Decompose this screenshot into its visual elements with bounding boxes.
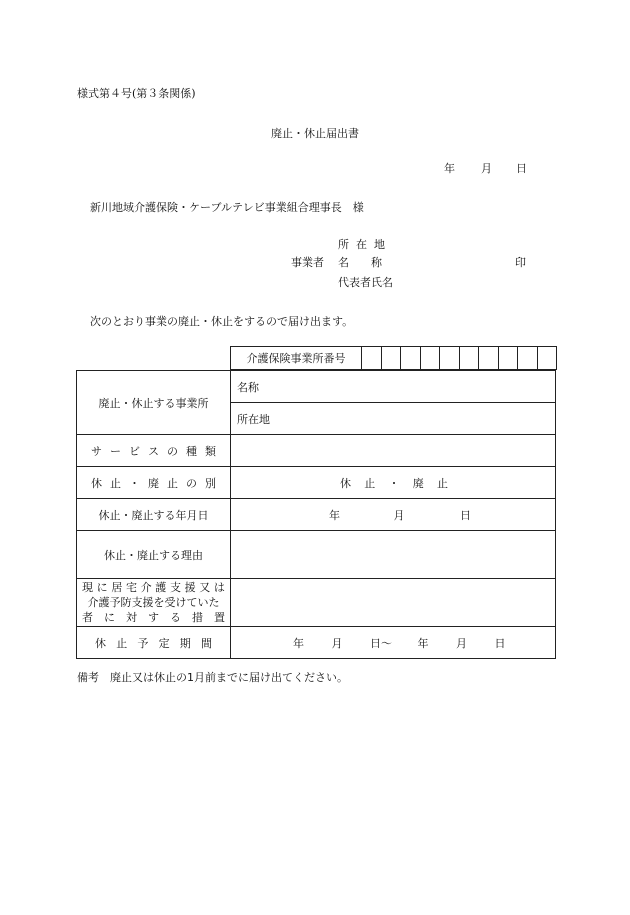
label-char: 類 (205, 444, 216, 458)
label-char: 護 (155, 581, 167, 594)
label-char: 予 (137, 636, 149, 650)
label-char: ビ (129, 444, 140, 458)
period-end-day-unit: 日 (494, 636, 506, 650)
applicant-representative-label: 代表者氏名 (338, 276, 393, 289)
label-char: ス (148, 444, 159, 458)
label-char: サ (91, 444, 102, 458)
label-char: 間 (200, 636, 212, 650)
period-label-cell (77, 627, 231, 659)
measure-label (77, 580, 230, 625)
label-char: 止 (110, 476, 121, 490)
applicant-name-label (338, 254, 382, 270)
service-type-label-cell (77, 435, 231, 467)
kind-label (77, 475, 230, 491)
notification-table (76, 370, 556, 659)
date-label-cell (77, 499, 231, 531)
office-name-label: 名称 (237, 380, 259, 394)
label-char: 種 (186, 444, 197, 458)
label-char: 対 (126, 611, 137, 624)
date-day-unit-cell: 日 (460, 508, 471, 522)
label-char: 居 (111, 581, 123, 594)
label-char: 宅 (125, 581, 137, 594)
office-number-digit[interactable] (478, 346, 498, 370)
period-start-month-unit: 月 (331, 636, 343, 650)
remarks-text: 備考 廃止又は休止の1月前までに届け出てください。 (77, 671, 348, 684)
label-char: の (167, 444, 178, 458)
reason-label-cell (77, 531, 231, 579)
period-end-year-unit: 年 (417, 636, 429, 650)
measure-label-line-3 (82, 610, 225, 625)
period-end-month-unit: 月 (456, 636, 467, 650)
form-number: 様式第４号(第３条関係) (77, 87, 196, 100)
office-number-digit[interactable] (361, 346, 381, 370)
date-month-unit: 月 (481, 162, 492, 175)
label-char: 者 (82, 611, 93, 624)
label-char: は (213, 581, 225, 594)
label-char: 止 (167, 476, 178, 490)
label-char: 現 (82, 581, 93, 594)
label-char: 介 (140, 581, 152, 594)
office-address-label: 所在地 (237, 412, 270, 426)
kind-value-cell[interactable] (231, 467, 556, 499)
date-value-cell[interactable] (231, 499, 556, 531)
label-char: に (96, 581, 108, 594)
period-label (77, 635, 230, 651)
office-number-digit[interactable] (400, 346, 420, 370)
office-label-cell (77, 371, 231, 435)
period-start-year-unit: 年 (293, 636, 304, 650)
kind-option-char: 休 (340, 476, 351, 490)
office-number-digit[interactable] (537, 346, 558, 370)
seal-mark: 印 (515, 256, 526, 269)
label-char: 期 (179, 636, 191, 650)
kind-options (340, 475, 448, 491)
intro-text: 次のとおり事業の廃止・休止をするので届け出ます。 (90, 315, 354, 328)
office-number-row (230, 346, 557, 370)
measure-label-line-2 (82, 595, 225, 610)
date-month-unit-cell: 月 (393, 508, 405, 522)
label-line: 介護予防支援を受けていた (87, 596, 220, 609)
office-label: 廃止・休止する事業所 (98, 396, 209, 410)
measure-value-cell[interactable] (231, 579, 556, 627)
label-char: 援 (184, 581, 196, 594)
office-number-digit[interactable] (498, 346, 518, 370)
label-char: ー (110, 444, 121, 458)
label-char: 別 (205, 476, 216, 490)
applicant-address-label: 所在地 (338, 238, 392, 251)
label-char: 支 (169, 581, 181, 594)
kind-option-char: ・ (388, 476, 400, 490)
period-value-cell[interactable] (231, 627, 556, 659)
reason-value-cell[interactable] (231, 531, 556, 579)
label-char: ・ (129, 476, 140, 490)
addressee: 新川地域介護保険・ケーブルテレビ事業組合理事長 様 (90, 201, 364, 214)
service-type-label (77, 443, 230, 459)
applicant-business-label: 事業者 (291, 256, 324, 269)
office-address-cell[interactable] (231, 403, 556, 435)
date-year-unit-cell: 年 (329, 508, 340, 522)
reason-label: 休止・廃止する理由 (104, 548, 203, 562)
service-type-value-cell[interactable] (231, 435, 556, 467)
page-title: 廃止・休止届出書 (271, 127, 359, 140)
date-label: 休止・廃止する年月日 (98, 508, 209, 522)
office-name-cell[interactable] (231, 371, 556, 403)
period-start-day-unit: 日～ (370, 636, 392, 650)
office-number-digit[interactable] (381, 346, 401, 370)
kind-option-char: 止 (364, 476, 376, 490)
label-char: 又 (199, 581, 211, 594)
label-char: 措 (192, 611, 203, 624)
label-char: に (104, 611, 115, 624)
label-char: 廃 (148, 476, 159, 490)
office-number-label: 介護保険事業所番号 (230, 346, 361, 370)
label-char: 休 (95, 636, 106, 650)
office-number-digit[interactable] (459, 346, 479, 370)
measure-label-line-1 (82, 580, 225, 595)
label-char: す (148, 611, 159, 624)
kind-option-char: 止 (437, 476, 448, 490)
label-char: 置 (214, 611, 225, 624)
label-char: の (186, 476, 197, 490)
kind-label-cell (77, 467, 231, 499)
date-year-unit: 年 (444, 162, 455, 175)
office-number-digit[interactable] (439, 346, 459, 370)
office-number-digit[interactable] (420, 346, 440, 370)
office-number-digit[interactable] (517, 346, 537, 370)
name-label-char-2: 称 (371, 256, 382, 269)
kind-option-char: 廃 (412, 476, 424, 490)
name-label-char-1: 名 (338, 256, 349, 269)
label-char: 休 (91, 476, 102, 490)
label-char: 定 (158, 636, 170, 650)
label-char: 止 (116, 636, 128, 650)
date-day-unit: 日 (516, 162, 527, 175)
label-char: る (170, 611, 181, 624)
measure-label-cell (77, 579, 231, 627)
